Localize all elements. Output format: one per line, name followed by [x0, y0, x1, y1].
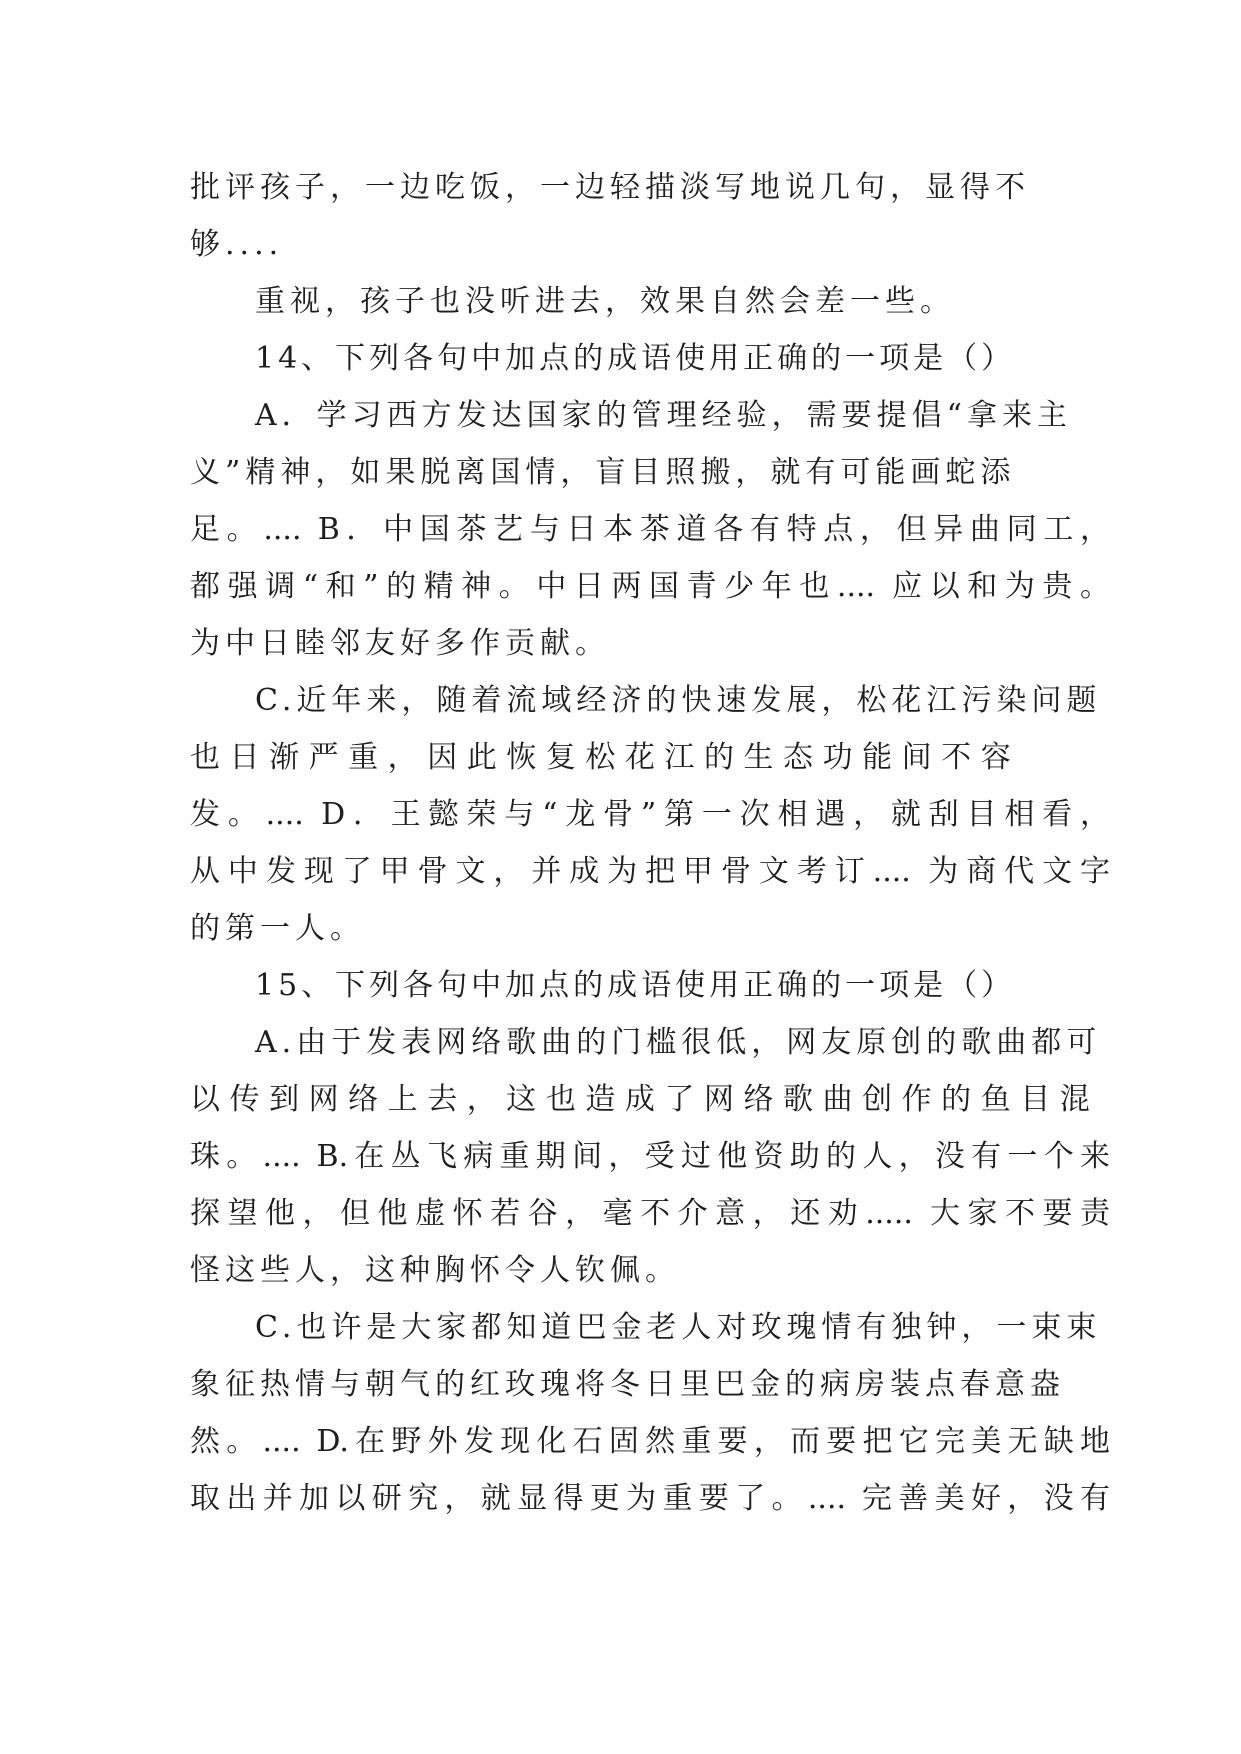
- question-14-option-d-line-3: 的第一人。: [190, 911, 365, 946]
- question-14-option-a-line-1: A．学习西方发达国家的管理经验，需要提倡“拿来主: [255, 398, 1073, 433]
- question-14-option-c-line-2: 也 日 渐 严 重 ， 因 此 恢 复 松 花 江 的 生 态 功 能 间 不 容: [190, 740, 1011, 775]
- question-15-option-b-line-2: 探望他，但他虚怀若谷，毫不介意，还劝..... 大家不要责: [190, 1196, 1110, 1231]
- question-15-option-b-line-3: 怪这些人，这种胸怀令人钦佩。: [190, 1253, 680, 1288]
- question-15-option-d-line-2: 取出并加以研究，就显得更为重要了。.... 完善美好，没有: [190, 1481, 1110, 1516]
- question-14-option-d-line-1: 发。.... D．王懿荣与“龙骨”第一次相遇，就刮目相看，: [190, 797, 1110, 832]
- question-14-option-b-line-3: 为中日睦邻友好多作贡献。: [190, 626, 610, 661]
- text-line-3: 重视，孩子也没听进去，效果自然会差一些。: [255, 284, 955, 319]
- question-14-stem: 14、下列各句中加点的成语使用正确的一项是（）: [255, 341, 1016, 376]
- question-14-option-b-line-1: 足。.... B．中国茶艺与日本茶道各有特点，但异曲同工，: [190, 512, 1110, 547]
- question-15-option-a-line-2: 以 传 到 网 络 上 去 ， 这 也 造 成 了 网 络 歌 曲 创 作 的 鱼 目 混: [190, 1082, 1090, 1117]
- question-14-option-c-line-1: C.近年来，随着流域经济的快速发展，松花江污染问题: [255, 683, 1102, 718]
- question-15-option-c-line-1: C.也许是大家都知道巴金老人对玫瑰情有独钟，一束束: [255, 1310, 1102, 1345]
- text-line-2: 够....: [190, 227, 284, 262]
- question-14-option-d-line-2: 从中发现了甲骨文，并成为把甲骨文考订.... 为商代文字: [190, 854, 1110, 889]
- question-14-option-b-line-2: 都强调“和”的精神。中日两国青少年也.... 应以和为贵。: [190, 569, 1110, 604]
- question-15-option-c-line-2: 象征热情与朝气的红玫瑰将冬日里巴金的病房装点春意盎: [190, 1367, 1065, 1402]
- question-15-option-a-line-1: A.由于发表网络歌曲的门槛很低，网友原创的歌曲都可: [255, 1025, 1102, 1060]
- question-15-stem: 15、下列各句中加点的成语使用正确的一项是（）: [255, 968, 1016, 1003]
- question-14-option-a-line-2: 义”精神，如果脱离国情，盲目照搬，就有可能画蛇添: [190, 455, 1016, 490]
- question-15-option-b-line-1: 珠。.... B.在丛飞病重期间，受过他资助的人，没有一个来: [190, 1139, 1110, 1174]
- text-line-1: 批评孩子，一边吃饭，一边轻描淡写地说几句，显得不: [190, 170, 1030, 205]
- question-15-option-d-line-1: 然。.... D.在野外发现化石固然重要，而要把它完美无缺地: [190, 1424, 1110, 1459]
